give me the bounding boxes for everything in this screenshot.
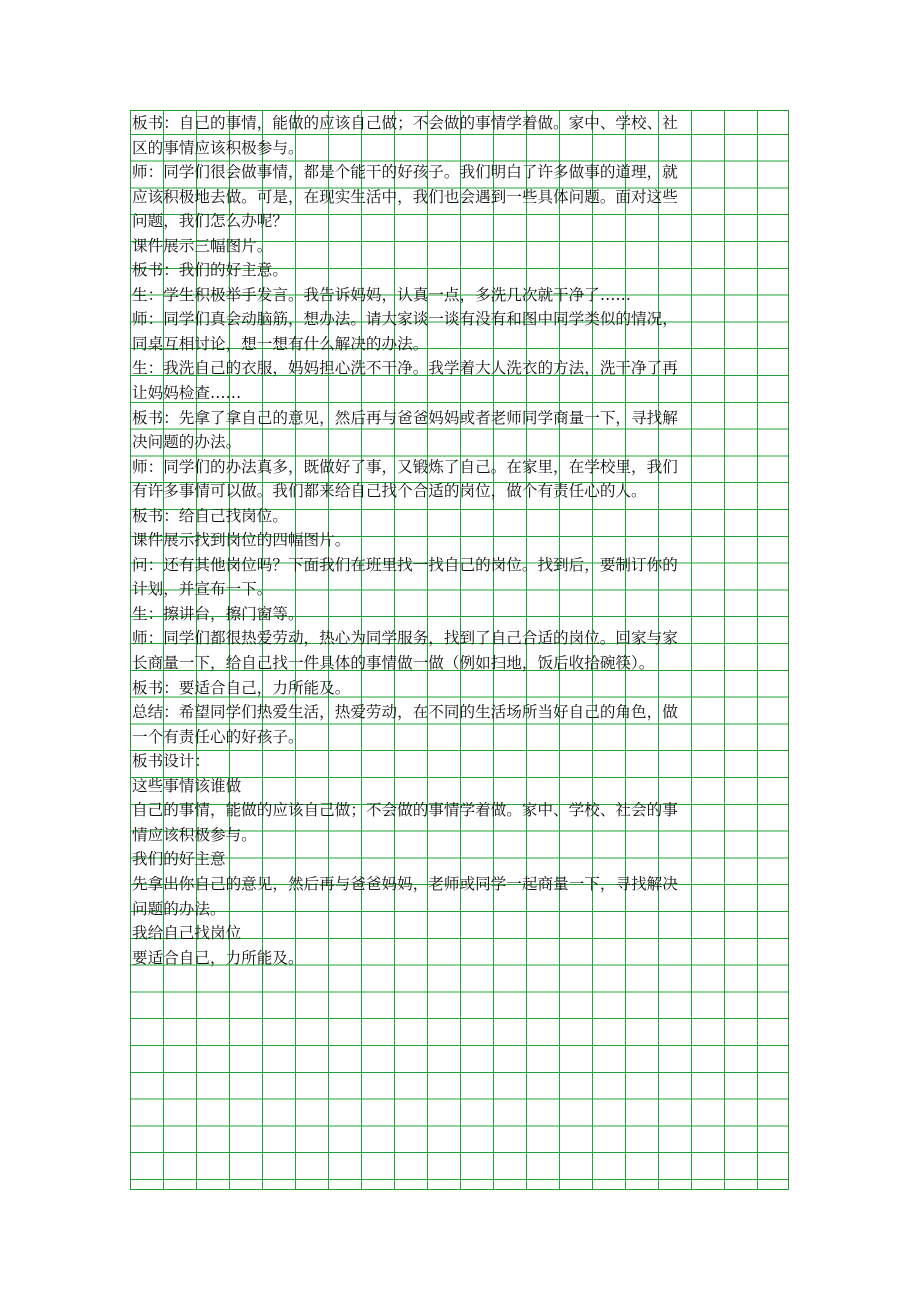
text-line-content: 师：同学们的办法真多，既做好了事，又锻炼了自己。在家里，在学校里，我们 (132, 457, 678, 476)
text-line (131, 774, 788, 799)
text-line-content: 问题的办法。 (132, 899, 226, 918)
text-line (131, 528, 788, 553)
text-line-content: 板书：我们的好主意。 (132, 261, 288, 280)
text-line (131, 136, 788, 161)
text-line (131, 798, 788, 823)
text-line (131, 921, 788, 946)
text-line (131, 406, 788, 431)
text-line (131, 504, 788, 529)
text-line (131, 626, 788, 651)
text-line (131, 749, 788, 774)
text-line-content: 课件展示找到岗位的四幅图片。 (132, 531, 351, 550)
text-line-content: 先拿出你自己的意见，然后再与爸爸妈妈，老师或同学一起商量一下，寻找解决 (132, 874, 678, 893)
text-line (131, 283, 788, 308)
text-line (131, 725, 788, 750)
text-line-content: 计划，并宣布一下。 (132, 580, 273, 599)
text-line-content: 生：擦讲台，擦门窗等。 (132, 604, 304, 623)
text-line (131, 700, 788, 725)
text-line (131, 111, 788, 136)
text-line (131, 356, 788, 381)
text-line (131, 823, 788, 848)
text-line-content: 有许多事情可以做。我们都来给自己找个合适的岗位，做个有责任心的人。 (132, 482, 647, 501)
text-line-content: 情应该积极参与。 (132, 825, 257, 844)
text-line-content: 师：同学们很会做事情，都是个能干的好孩子。我们明白了许多做事的道理，就 (132, 163, 678, 182)
text-line-content: 问题，我们怎么办呢？ (132, 212, 288, 231)
grid-paper (130, 110, 789, 1190)
text-line (131, 332, 788, 357)
text-line-content: 让妈妈检查…… (132, 384, 242, 403)
text-line-content: 长商量一下，给自己找一件具体的事情做一做（例如扫地，饭后收拾碗筷）。 (132, 654, 655, 673)
text-line (131, 430, 788, 455)
text-line (131, 651, 788, 676)
text-line-content: 一个有责任心的好孩子。 (132, 727, 304, 746)
document-body (131, 111, 788, 970)
text-line (131, 381, 788, 406)
text-line-content: 师：同学们真会动脑筋，想办法。请大家谈一谈有没有和图中同学类似的情况， (132, 310, 678, 329)
text-line-content: 总结：希望同学们热爱生活，热爱劳动，在不同的生活场所当好自己的角色，做 (132, 703, 678, 722)
text-line (131, 553, 788, 578)
text-line (131, 577, 788, 602)
text-line (131, 160, 788, 185)
text-line (131, 234, 788, 259)
text-line-content: 这些事情该谁做 (132, 776, 242, 795)
text-line (131, 258, 788, 283)
text-line (131, 676, 788, 701)
text-line-content: 课件展示三幅图片。 (132, 236, 273, 255)
text-line-content: 板书：给自己找岗位。 (132, 506, 288, 525)
text-line-content: 板书：要适合自己，力所能及。 (132, 678, 351, 697)
text-line (131, 209, 788, 234)
text-line-content: 我给自己找岗位 (132, 924, 242, 943)
text-line-content: 同桌互相讨论，想一想有什么解决的办法。 (132, 334, 429, 353)
text-line (131, 479, 788, 504)
text-line (131, 185, 788, 210)
text-line-content: 要适合自己，力所能及。 (132, 948, 304, 967)
text-line-content: 自己的事情，能做的应该自己做；不会做的事情学着做。家中、学校、社会的事 (132, 801, 678, 820)
text-line-content: 区的事情应该积极参与。 (132, 138, 304, 157)
text-line-content: 板书设计： (132, 752, 210, 771)
text-line-content: 决问题的办法。 (132, 433, 242, 452)
text-line (131, 847, 788, 872)
text-line (131, 455, 788, 480)
text-line-content: 我们的好主意 (132, 850, 226, 869)
text-line (131, 602, 788, 627)
text-line-content: 板书：自己的事情，能做的应该自己做；不会做的事情学着做。家中、学校、社 (132, 114, 678, 132)
text-line-content: 师：同学们都很热爱劳动，热心为同学服务，找到了自己合适的岗位。回家与家 (132, 629, 678, 648)
text-line-content: 应该积极地去做。可是，在现实生活中，我们也会遇到一些具体问题。面对这些 (132, 187, 678, 206)
text-line-content: 问：还有其他岗位吗？下面我们在班里找一找自己的岗位。找到后，要制订你的 (132, 555, 678, 574)
text-line (131, 307, 788, 332)
text-line (131, 946, 788, 971)
text-line-content: 生：学生积极举手发言。我告诉妈妈，认真一点，多洗几次就干净了…… (132, 285, 632, 304)
text-line (131, 897, 788, 922)
text-line-content: 生：我洗自己的衣服，妈妈担心洗不干净。我学着大人洗衣的方法，洗干净了再 (132, 359, 678, 378)
text-line-content: 板书：先拿了拿自己的意见，然后再与爸爸妈妈或者老师同学商量一下，寻找解 (132, 408, 678, 427)
text-line (131, 872, 788, 897)
